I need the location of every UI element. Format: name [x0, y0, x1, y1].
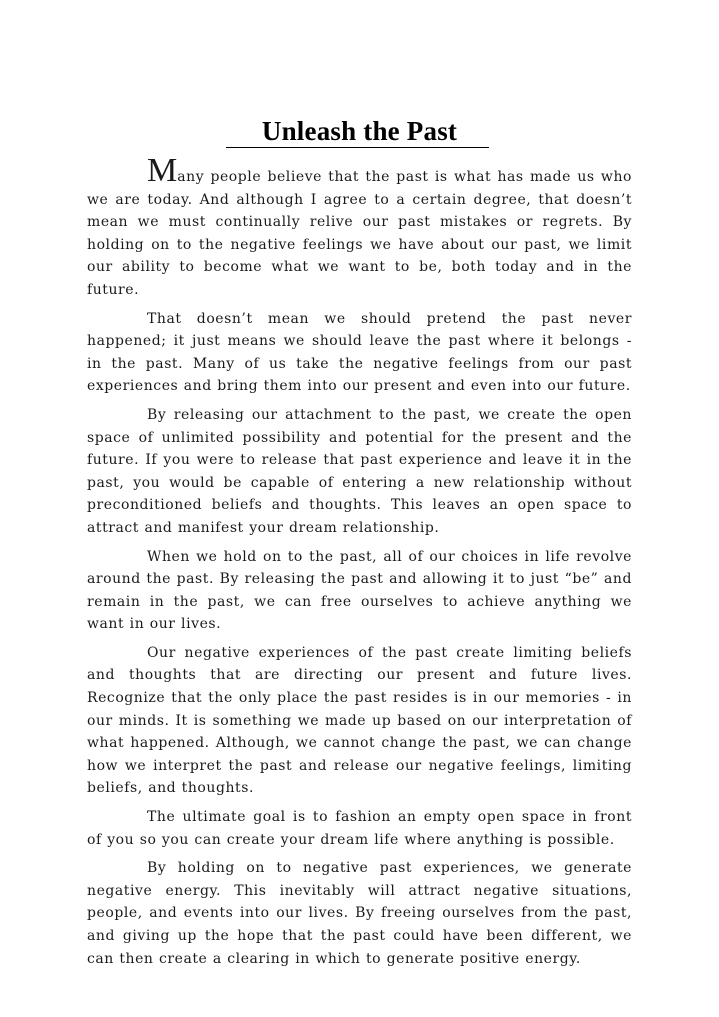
title-underline: [226, 147, 489, 148]
article-body: [87, 152, 632, 976]
paragraph-1-text: any people believe that the past is what has made us who we are today. And although I agree to a certain degree, that doesn’t mean we must continually relive our past mistakes or regrets. By holding on to the negative feelings we have about our past, we limit our ability to become what we want to be, both today and in the future.: [87, 169, 632, 298]
drop-cap: M: [147, 152, 178, 189]
paragraph-6: The ultimate goal is to fashion an empty open space in front of you so you can create your dream life where anything is possible.: [87, 809, 632, 848]
paragraph-1: [87, 152, 632, 302]
page-title: Unleash the Past: [261, 116, 458, 146]
paragraph-4: When we hold on to the past, all of our choices in life revolve around the past. By releasing the past and allowing it to just “be” and remain in the past, we can free ourselves to achieve anything we want in our lives.: [87, 548, 632, 633]
paragraph-7: By holding on to negative past experiences, we generate negative energy. This inevitably will attract negative situations, people, and events into our lives. By freeing ourselves from the past, and giving up the hope that the past could have been different, we can then create a clearing in which to generate positive energy.: [87, 860, 632, 967]
paragraph-5: Our negative experiences of the past create limiting beliefs and thoughts that are directing our present and future lives. Recognize that the only place the past resides is in our memories - in our minds. It is something we made up based on our interpretation of what happened. Although, we cannot change the past, we can change how we interpret the past and release our negative feelings, limiting beliefs, and thoughts.: [87, 644, 632, 797]
paragraph-2: That doesn’t mean we should pretend the past never happened; it just means we should leave the past where it belongs - in the past. Many of us take the negative feelings from our past experiences and bring them into our present and even into our future.: [87, 310, 632, 395]
paragraph-3: By releasing our attachment to the past, we create the open space of unlimited possibility and potential for the present and the future. If you were to release that past experience and leave it in the past, you would be capable of entering a new relationship without preconditioned beliefs and thoughts. This leaves an open space to attract and manifest your dream relationship.: [87, 406, 632, 536]
